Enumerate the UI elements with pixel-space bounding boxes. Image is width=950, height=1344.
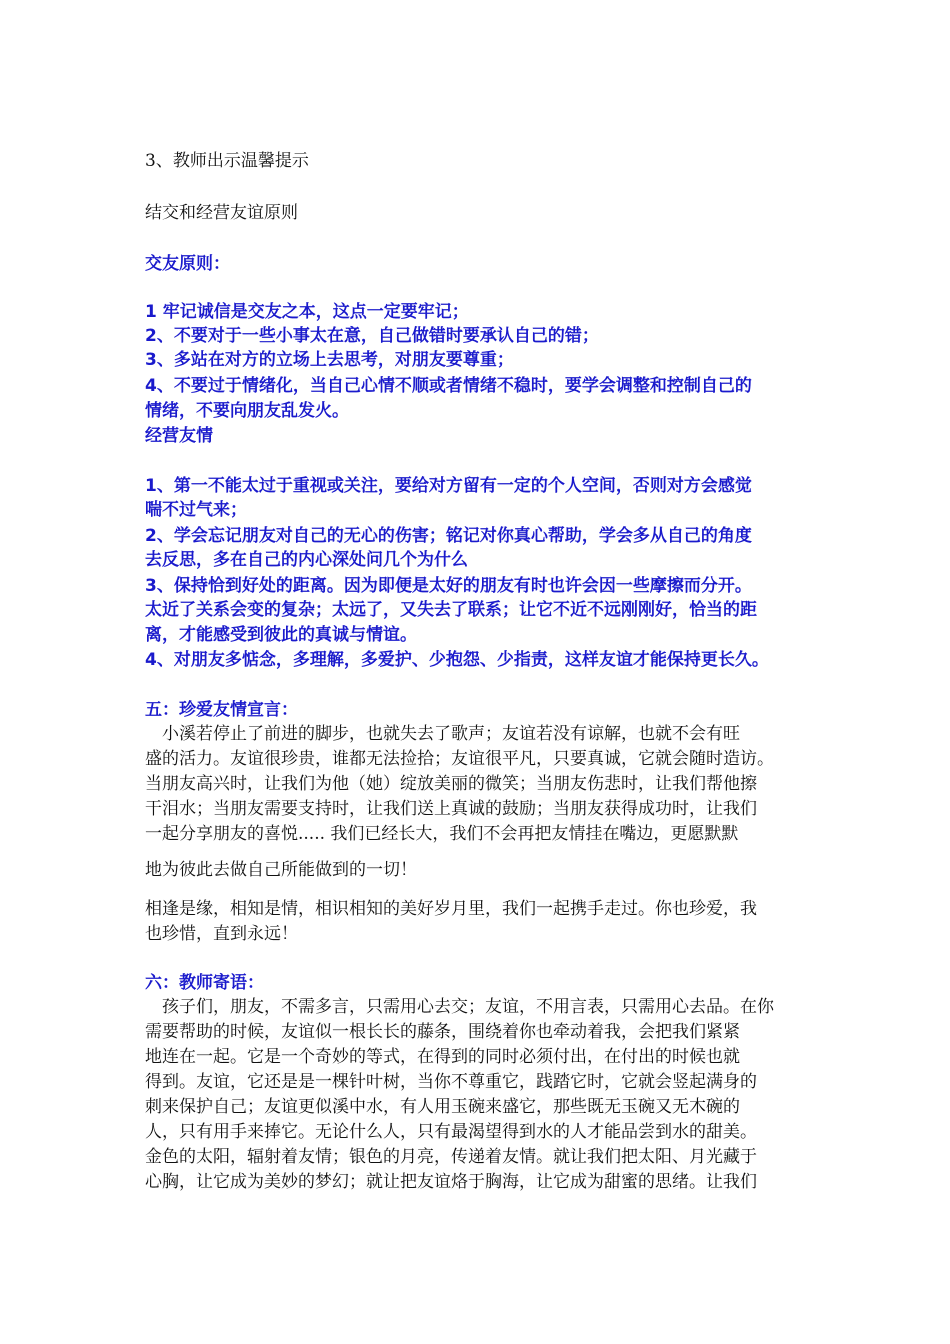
principle-item: 1 牢记诚信是交友之本，这点一定要牢记；	[145, 302, 469, 322]
section5-line: 小溪若停止了前进的脚步，也就失去了歌声；友谊若没有谅解，也就不会有旺	[145, 724, 740, 744]
section6-line: 需要帮助的时候，友谊似一根长长的藤条，围绕着你也牵动着我，会把我们紧紧	[145, 1022, 740, 1042]
section5-line: 地为彼此去做自己所能做到的一切！	[145, 860, 417, 880]
managing-item: 喘不过气来；	[145, 500, 247, 520]
section5-line: 当朋友高兴时，让我们为他（她）绽放美丽的微笑；当朋友伤悲时，让我们帮他擦	[145, 774, 757, 794]
section5-line: 相逢是缘，相知是情，相识相知的美好岁月里，我们一起携手走过。你也珍爱，我	[145, 899, 757, 919]
section6-line: 得到。友谊，它还是是一棵针叶树，当你不尊重它，践踏它时，它就会竖起满身的	[145, 1072, 757, 1092]
section6-title: 六：教师寄语：	[145, 973, 264, 993]
section6-line: 金色的太阳，辐射着友情；银色的月亮，传递着友情。就让我们把太阳、月光藏于	[145, 1147, 757, 1167]
managing-item: 2、学会忘记朋友对自己的无心的伤害；铭记对你真心帮助，学会多从自己的角度	[145, 526, 752, 546]
managing-item: 太近了关系会变的复杂；太远了，又失去了联系；让它不近不远刚刚好，恰当的距	[145, 600, 757, 620]
managing-item: 1、第一不能太过于重视或关注，要给对方留有一定的个人空间，否则对方会感觉	[145, 476, 752, 496]
managing-item: 3、保持恰到好处的距离。因为即便是太好的朋友有时也许会因一些摩擦而分开。	[145, 576, 752, 596]
section5-line: 也珍惜，直到永远！	[145, 924, 298, 944]
friendship-principles-title: 交友原则：	[145, 254, 230, 274]
principle-item: 3、多站在对方的立场上去思考，对朋友要尊重；	[145, 350, 514, 370]
principle-item: 情绪，不要向朋友乱发火。	[145, 401, 349, 421]
subheading-principles: 结交和经营友谊原则	[145, 203, 298, 223]
managing-item: 离，才能感受到彼此的真诚与情谊。	[145, 625, 417, 645]
managing-friendship-title: 经营友情	[145, 426, 213, 446]
section6-line: 刺来保护自己；友谊更似溪中水，有人用玉碗来盛它，那些既无玉碗又无木碗的	[145, 1097, 740, 1117]
principle-item: 4、不要过于情绪化，当自己心情不顺或者情绪不稳时，要学会调整和控制自己的	[145, 376, 752, 396]
section5-line: 盛的活力。友谊很珍贵，谁都无法捡拾；友谊很平凡，只要真诚，它就会随时造访。	[145, 749, 774, 769]
managing-item: 去反思，多在自己的内心深处问几个为什么	[145, 550, 468, 570]
section-heading-tips: 3、教师出示温馨提示	[145, 151, 309, 171]
section5-line: 干泪水；当朋友需要支持时，让我们送上真诚的鼓励；当朋友获得成功时，让我们	[145, 799, 757, 819]
section6-line: 人，只有用手来捧它。无论什么人，只有最渴望得到水的人才能品尝到水的甜美。	[145, 1122, 757, 1142]
section6-line: 孩子们，朋友，不需多言，只需用心去交；友谊，不用言表，只需用心去品。在你	[145, 997, 774, 1017]
section5-title: 五：珍爱友情宣言：	[145, 700, 298, 720]
managing-item: 4、对朋友多惦念，多理解，多爱护、少抱怨、少指责，这样友谊才能保持更长久。	[145, 650, 769, 670]
section6-line: 心胸，让它成为美妙的梦幻；就让把友谊烙于胸海，让它成为甜蜜的思绪。让我们	[145, 1172, 757, 1192]
section6-line: 地连在一起。它是一个奇妙的等式，在得到的同时必须付出，在付出的时候也就	[145, 1047, 740, 1067]
section5-line: 一起分享朋友的喜悦..... 我们已经长大，我们不会再把友情挂在嘴边，更愿默默	[145, 824, 739, 844]
principle-item: 2、不要对于一些小事太在意，自己做错时要承认自己的错；	[145, 326, 599, 346]
